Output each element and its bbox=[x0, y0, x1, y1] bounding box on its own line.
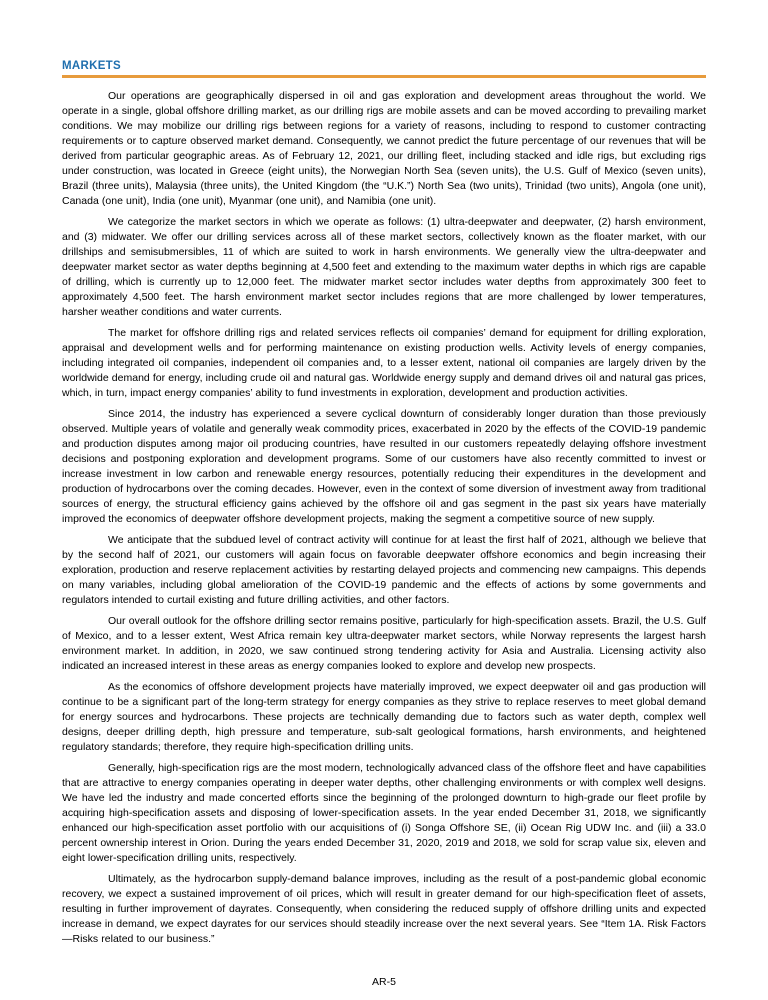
heading-underline bbox=[62, 75, 706, 78]
section-heading: MARKETS bbox=[62, 60, 121, 72]
page-number: AR-5 bbox=[372, 976, 396, 988]
paragraph: Our operations are geographically dispersed in oil and gas exploration and development areas throughout the world. We operate in a single, global offshore drilling market, as our drilling rigs are mobile assets and can be moved according to prevailing market conditions. We may mobilize our drilling rigs between regions for a variety of reasons, including to respond to customer contracting requirements or to capture observed market demand. Consequently, we cannot predict the future percentage of our revenues that will be derived from particular geographic areas. As of February 12, 2021, our drilling fleet, including stacked and idle rigs, but excluding rigs under construction, was located in Greece (eight units), the Norwegian North Sea (seven units), the U.S. Gulf of Mexico (seven units), Brazil (three units), Malaysia (three units), the United Kingdom (the “U.K.”) North Sea (two units), Trinidad (two units), Angola (one unit), Canada (one unit), India (one unit), Myanmar (one unit), and Namibia (one unit). bbox=[62, 89, 706, 207]
paragraph: Since 2014, the industry has experienced a severe cyclical downturn of considerably longer duration than those previously observed. Multiple years of volatile and generally weak commodity prices, exacerbated in 2020 by the effects of the COVID-19 pandemic and production disputes among major oil producing countries, have resulted in our customers repeatedly delaying offshore investment decisions and postponing exploration and development programs. Some of our customers have also recently committed to invest or increase investment in low carbon and renewable energy resources, potentially reducing their expenditures in the development and production of hydrocarbons over the coming decades. However, even in the context of some diversion of investment away from traditional sources of energy, the structural efficiency gains achieved by the offshore oil and gas segment in the past six years have materially improved the economics of deepwater offshore development projects, making the segment a competitive source of new supply. bbox=[62, 407, 706, 525]
paragraph: Generally, high-specification rigs are the most modern, technologically advanced class of the offshore fleet and have capabilities that are attractive to energy companies operating in deeper water depths, other challenging environments or with complex well designs. We have led the industry and made concerted efforts since the beginning of the prolonged downturn to high-grade our fleet profile by acquiring high-specification assets and disposing of lower-specification assets. In the year ended December 31, 2018, we significantly enhanced our high-specification asset portfolio with our acquisitions of (i) Songa Offshore SE, (ii) Ocean Rig UDW Inc. and (iii) a 33.0 percent ownership interest in Orion. During the years ended December 31, 2020, 2019 and 2018, we sold for scrap value six, eleven and eight lower-specification drilling units, respectively. bbox=[62, 761, 706, 864]
paragraph: Our overall outlook for the offshore drilling sector remains positive, particularly for high-specification assets. Brazil, the U.S. Gulf of Mexico, and to a lesser extent, West Africa remain key ultra-deepwater market sectors, while Norway represents the largest harsh environment market. In addition, in 2020, we saw continued strong tendering activity for Asia and Australia. Licensing activity also indicated an increased interest in these areas as energy companies looked to explore and develop new prospects. bbox=[62, 614, 706, 672]
paragraph: We categorize the market sectors in which we operate as follows: (1) ultra-deepwater and deepwater, (2) harsh environment, and (3) midwater. We offer our drilling services across all of these market sectors, collectively known as the floater market, with our drillships and semisubmersibles, 11 of which are suited to work in harsh environments. We generally view the ultra-deepwater and deepwater market sector as water depths beginning at 4,500 feet and extending to the maximum water depths in which rigs are capable of drilling, which is currently up to 12,000 feet. The midwater market sector includes water depths from approximately 300 feet to approximately 4,500 feet. The harsh environment market sector includes regions that are more challenged by lower temperatures, harsher weather conditions and water currents. bbox=[62, 215, 706, 318]
paragraph: The market for offshore drilling rigs and related services reflects oil companies’ demand for equipment for drilling exploration, appraisal and development wells and for performing maintenance on existing production wells. Activity levels of energy companies, including integrated oil companies, independent oil companies and, to a lesser extent, national oil companies are largely driven by the worldwide demand for energy, including crude oil and natural gas. Worldwide energy supply and demand drives oil and natural gas prices, which, in turn, impact energy companies’ ability to fund investments in exploration, development and production activities. bbox=[62, 326, 706, 399]
paragraph: Ultimately, as the hydrocarbon supply-demand balance improves, including as the result of a post-pandemic global economic recovery, we expect a sustained improvement of oil prices, which will result in greater demand for our high-specification fleet of assets, resulting in further improvement of dayrates. Consequently, when considering the reduced supply of offshore drilling units and expected increase in demand, we expect dayrates for our services should steadily increase over the next several years. See “Item 1A. Risk Factors—Risks related to our business.” bbox=[62, 872, 706, 945]
paragraph: We anticipate that the subdued level of contract activity will continue for at least the first half of 2021, although we believe that by the second half of 2021, our customers will again focus on favorable deepwater offshore economics and begin increasing their exploration, production and reserve replacement activities by restarting delayed projects and commencing new campaigns. This depends on many variables, including global amelioration of the COVID-19 pandemic and the effects of actions by some governments and regulators intended to curtail existing and future drilling activities, and other factors. bbox=[62, 533, 706, 606]
paragraph: As the economics of offshore development projects have materially improved, we expect deepwater oil and gas production will continue to be a significant part of the long-term strategy for energy companies as they strive to replace reserves to meet global demand for energy sources and hydrocarbons. These projects are technically demanding due to factors such as water depth, complex well designs, deeper drilling depth, high pressure and temperature, sub-salt geological formations, harsh environments, and heightened regulatory standards; therefore, they require high-specification drilling units. bbox=[62, 680, 706, 753]
